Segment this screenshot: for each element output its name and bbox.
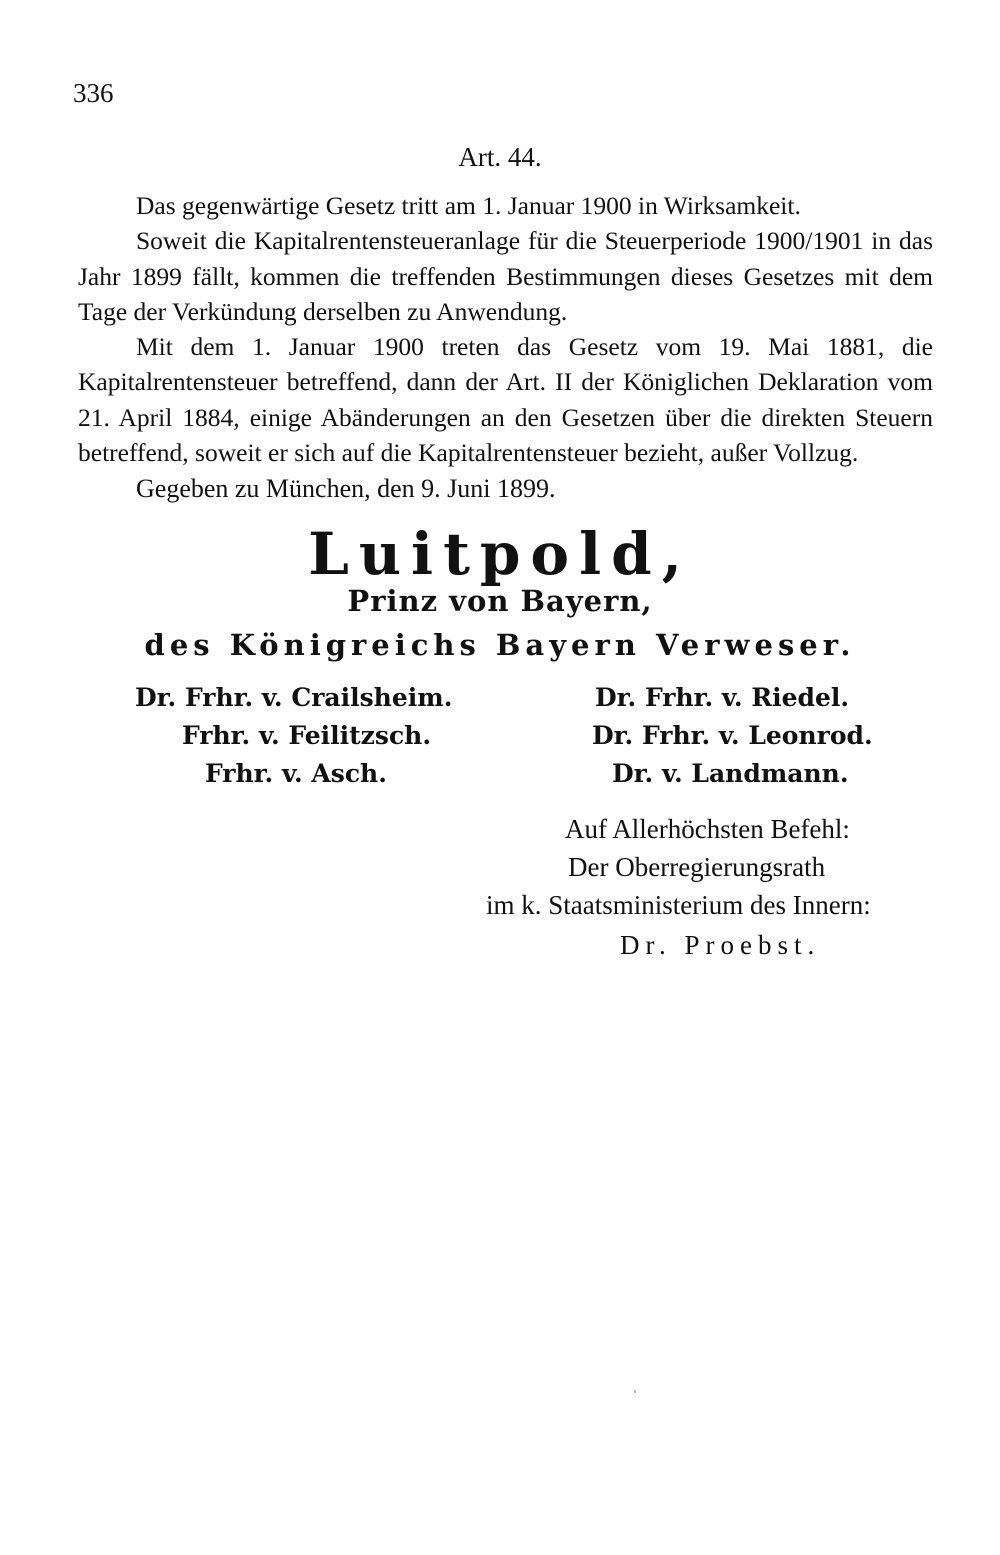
signature-title-1: Prinz von Bayern, (347, 584, 653, 618)
given-line: Gegeben zu München, den 9. Juni 1899. (136, 474, 556, 503)
minister-left-2: Frhr. v. Feilitzsch. (182, 721, 432, 750)
countersign-signature: Dr. Proebst. (620, 930, 821, 960)
signature-name: Luitpold, (308, 520, 692, 588)
paragraph-tax-period: Soweit die Kapitalrentensteueranlage für die Steuerperiode 1900/1901 in das Jahr 1899 fällt, kommen die treffenden Bestimmungen dieses Gesetzes mit dem Tage der Verkündung derselben zu Anwendung. (78, 226, 933, 326)
article-body (78, 188, 933, 470)
minister-right-2: Dr. Frhr. v. Leonrod. (592, 721, 873, 750)
minister-right-1: Dr. Frhr. v. Riedel. (595, 683, 850, 712)
minister-left-3: Frhr. v. Asch. (205, 759, 387, 788)
page-number: 336 (73, 78, 114, 108)
countersign-ministry: im k. Staatsministerium des Innern: (486, 890, 871, 920)
article-heading: Art. 44. (458, 142, 542, 172)
minister-left-1: Dr. Frhr. v. Crailsheim. (135, 683, 453, 712)
minister-right-3: Dr. v. Landmann. (612, 759, 849, 788)
paragraph-effective-date: Das gegenwärtige Gesetz tritt am 1. Januar 1900 in Wirksamkeit. (136, 191, 801, 220)
paragraph-repeal: Mit dem 1. Januar 1900 treten das Gesetz vom 19. Mai 1881, die Kapitalrentensteuer betreffend, dann der Art. II der Königlichen Deklaration vom 21. April 1884, einige Abänderungen an den Gesetzen über die direkten Steuern betreffend, soweit er sich auf die Kapitalrentensteuer bezieht, außer Vollzug. (78, 332, 933, 468)
paper-speck (634, 1390, 636, 1393)
countersign-office: Der Oberregierungsrath (568, 852, 826, 882)
signature-title-2: des Königreichs Bayern Verweser. (144, 628, 856, 662)
countersign-order: Auf Allerhöchsten Befehl: (565, 814, 850, 844)
